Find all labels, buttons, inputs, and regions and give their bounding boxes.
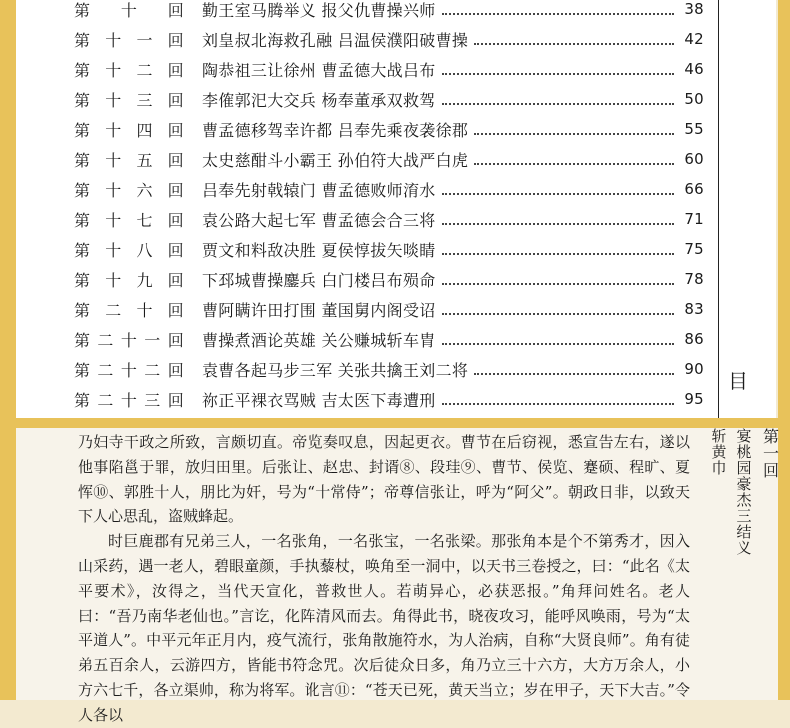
toc-page bbox=[16, 0, 776, 418]
chapter-number-char: 回 bbox=[167, 210, 184, 230]
toc-entry-chapter-number bbox=[74, 328, 184, 351]
toc-dot-leader bbox=[474, 371, 674, 375]
toc-entry-chapter-number bbox=[74, 28, 184, 51]
chapter-number-char: 第 bbox=[74, 210, 91, 230]
toc-entry[interactable] bbox=[74, 84, 704, 114]
toc-entry-page-number: 60 bbox=[684, 150, 704, 168]
toc-dot-leader bbox=[474, 131, 674, 135]
chapter-number-char: 十 bbox=[120, 390, 138, 410]
toc-entry[interactable] bbox=[74, 294, 704, 324]
side-chapter-title-b: 斩黄巾 bbox=[709, 428, 728, 476]
chapter-number-char: 第 bbox=[74, 150, 91, 170]
chapter-number-char: 二 bbox=[97, 390, 114, 410]
toc-entry[interactable] bbox=[74, 354, 704, 384]
toc-entry-chapter-number bbox=[74, 298, 184, 321]
chapter-number-char: 回 bbox=[167, 300, 184, 320]
toc-entry-title: 曹操煮酒论英雄 关公赚城斩车胄 bbox=[202, 330, 436, 350]
toc-entry-title: 下邳城曹操鏖兵 白门楼吕布殒命 bbox=[202, 270, 436, 290]
chapter-side-heading bbox=[709, 428, 780, 700]
toc-entry-page-number: 66 bbox=[684, 180, 704, 198]
chapter-number-char: 第 bbox=[74, 0, 91, 20]
chapter-number-char: 第 bbox=[74, 300, 91, 320]
chapter-number-char: 回 bbox=[167, 330, 184, 350]
toc-entry-page-number: 78 bbox=[684, 270, 704, 288]
toc-entry-chapter-number bbox=[74, 0, 184, 21]
chapter-text bbox=[78, 430, 690, 728]
toc-dot-leader bbox=[442, 311, 674, 315]
toc-dot-leader bbox=[442, 341, 674, 345]
chapter-number-char: 五 bbox=[136, 150, 153, 170]
toc-entry-title: 刘皇叔北海救孔融 吕温侯濮阳破曹操 bbox=[202, 30, 469, 50]
chapter-number-char: 十 bbox=[136, 300, 153, 320]
chapter-number-char: 三 bbox=[144, 390, 161, 410]
chapter-number-char: 回 bbox=[167, 60, 184, 80]
toc-entry-chapter-number bbox=[74, 208, 184, 231]
chapter-number-char: 二 bbox=[97, 330, 114, 350]
chapter-number-char: 回 bbox=[167, 180, 184, 200]
chapter-number-char: 十 bbox=[105, 60, 122, 80]
toc-dot-leader bbox=[474, 161, 674, 165]
toc-entry[interactable] bbox=[74, 174, 704, 204]
toc-entry-title: 袁曹各起马步三军 关张共擒王刘二将 bbox=[202, 360, 469, 380]
toc-entry-page-number: 42 bbox=[684, 30, 704, 48]
toc-entry-page-number: 71 bbox=[684, 210, 704, 228]
chapter-number-char: 一 bbox=[136, 30, 153, 50]
toc-entry-page-number: 83 bbox=[684, 300, 704, 318]
chapter-number-char: 十 bbox=[120, 0, 138, 20]
chapter-number-char: 十 bbox=[105, 240, 122, 260]
toc-dot-leader bbox=[474, 41, 674, 45]
toc-entry-title: 贾文和料敌决胜 夏侯惇拔矢啖睛 bbox=[202, 240, 436, 260]
toc-entry[interactable] bbox=[74, 264, 704, 294]
toc-entry-page-number: 86 bbox=[684, 330, 704, 348]
toc-entry-title: 袁公路大起七军 曹孟德会合三将 bbox=[202, 210, 436, 230]
toc-dot-leader bbox=[442, 71, 674, 75]
chapter-number-char: 回 bbox=[167, 30, 184, 50]
toc-entry-chapter-number bbox=[74, 238, 184, 261]
toc-entry-page-number: 90 bbox=[684, 360, 704, 378]
toc-entry-chapter-number bbox=[74, 88, 184, 111]
chapter-number-char: 十 bbox=[120, 360, 138, 380]
chapter-number-char: 第 bbox=[74, 270, 91, 290]
chapter-number-char: 八 bbox=[136, 240, 153, 260]
toc-entry-page-number: 75 bbox=[684, 240, 704, 258]
toc-entry-chapter-number bbox=[74, 58, 184, 81]
chapter-number-char: 第 bbox=[74, 390, 91, 410]
chapter-number-char: 第 bbox=[74, 120, 91, 140]
toc-entry-page-number: 50 bbox=[684, 90, 704, 108]
chapter-number-char: 十 bbox=[105, 180, 122, 200]
toc-entry[interactable] bbox=[74, 54, 704, 84]
chapter-number-char: 二 bbox=[97, 360, 114, 380]
chapter-number-char: 十 bbox=[105, 210, 122, 230]
toc-dot-leader bbox=[442, 221, 674, 225]
toc-entry[interactable] bbox=[74, 324, 704, 354]
chapter-number-char: 九 bbox=[136, 270, 153, 290]
toc-entry-title: 陶恭祖三让徐州 曹孟德大战吕布 bbox=[202, 60, 436, 80]
chapter-number-char: 回 bbox=[167, 150, 184, 170]
toc-entry-title: 勤王室马腾举义 报父仇曹操兴师 bbox=[202, 0, 436, 20]
toc-dot-leader bbox=[442, 191, 674, 195]
chapter-number-char: 回 bbox=[167, 390, 184, 410]
chapter-number-char: 一 bbox=[144, 330, 161, 350]
chapter-number-char: 第 bbox=[74, 240, 91, 260]
chapter-number-char: 十 bbox=[105, 120, 122, 140]
toc-entry-title: 太史慈酣斗小霸王 孙伯符大战严白虎 bbox=[202, 150, 469, 170]
chapter-number-char: 三 bbox=[136, 90, 153, 110]
toc-entry-chapter-number bbox=[74, 268, 184, 291]
toc-entry-title: 曹阿瞒许田打围 董国舅内阁受诏 bbox=[202, 300, 436, 320]
chapter-number-char: 第 bbox=[74, 90, 91, 110]
chapter-number-char: 第 bbox=[74, 60, 91, 80]
chapter-number-char: 二 bbox=[105, 300, 122, 320]
chapter-number-char: 第 bbox=[74, 330, 91, 350]
frame-left bbox=[0, 0, 16, 700]
chapter-number-char: 第 bbox=[74, 360, 91, 380]
chapter-number-char: 回 bbox=[167, 360, 184, 380]
toc-entry[interactable] bbox=[74, 24, 704, 54]
toc-entry-title: 李傕郭汜大交兵 杨奉董承双救驾 bbox=[202, 90, 436, 110]
toc-side-label: 目 bbox=[728, 369, 748, 393]
frame-separator bbox=[0, 418, 790, 428]
toc-dot-leader bbox=[442, 281, 674, 285]
toc-entry-page-number: 38 bbox=[684, 0, 704, 18]
chapter-number-char: 二 bbox=[144, 360, 161, 380]
toc-entry-title: 吕奉先射戟辕门 曹孟德败师淯水 bbox=[202, 180, 436, 200]
toc-entry[interactable] bbox=[74, 144, 704, 174]
chapter-number-char: 十 bbox=[105, 270, 122, 290]
toc-entry-page-number: 95 bbox=[684, 390, 704, 408]
chapter-paragraph: 乃妇寺干政之所致，言颇切直。帝览奏叹息，因起更衣。曹节在后窃视，悉宣告左右，遂以他事陷邕于罪，放归田里。后张让、赵忠、封谞⑧、段珪⑨、曹节、侯览、蹇硕、程旷、夏恽⑩、郭胜十人，朋比为奸，号为“十常侍”；帝尊信张让，呼为“阿父”。朝政日非，以致天下人心思乱，盗贼蜂起。 bbox=[78, 433, 690, 526]
chapter-page bbox=[16, 428, 780, 724]
side-chapter-number: 第一回 bbox=[760, 428, 780, 479]
toc-entry-title: 曹孟德移驾幸许都 吕奉先乘夜袭徐郡 bbox=[202, 120, 469, 140]
chapter-number-char: 六 bbox=[136, 180, 153, 200]
toc-entry-chapter-number bbox=[74, 388, 184, 411]
chapter-number-char: 回 bbox=[167, 270, 184, 290]
chapter-number-char: 十 bbox=[105, 30, 122, 50]
toc-entry-title: 祢正平裸衣骂贼 吉太医下毒遭刑 bbox=[202, 390, 436, 410]
toc-entry-page-number: 55 bbox=[684, 120, 704, 138]
toc-entry-chapter-number bbox=[74, 178, 184, 201]
toc-entry[interactable] bbox=[74, 114, 704, 144]
chapter-number-char: 回 bbox=[167, 120, 184, 140]
chapter-number-char: 十 bbox=[105, 90, 122, 110]
chapter-number-char: 二 bbox=[136, 60, 153, 80]
chapter-number-char: 十 bbox=[120, 330, 138, 350]
toc-entry-page-number: 46 bbox=[684, 60, 704, 78]
chapter-number-char: 第 bbox=[74, 30, 91, 50]
chapter-paragraph: 时巨鹿郡有兄弟三人，一名张角，一名张宝，一名张梁。那张角本是个不第秀才，因入山采药，遇一老人，碧眼童颜，手执藜杖，唤角至一洞中，以天书三卷授之，曰：“此名《太平要术》，汝得之，当代天宣化，普救世人。若萌异心，必获恶报。”角拜问姓名。老人曰：“吾乃南华老仙也。”言讫，化阵清风而去。角得此书，晓夜攻习，能呼风唤雨，号为“太平道人”。中平元年正月内，疫气流行，张角散施符水，为人治病，自称“大贤良师”。角有徒弟五百余人，云游四方，皆能书符念咒。次后徒众日多，角乃立三十六方，大方万余人，小方六七千，各立渠帅，称为将军。讹言⑪：“苍天已死，黄天当立；岁在甲子，天下大吉。”令人各以 bbox=[78, 532, 690, 724]
toc-dot-leader bbox=[442, 251, 674, 255]
chapter-number-char: 四 bbox=[136, 120, 153, 140]
toc-divider bbox=[718, 0, 719, 418]
chapter-number-char: 回 bbox=[167, 90, 184, 110]
chapter-number-char: 第 bbox=[74, 180, 91, 200]
side-chapter-title-a: 宴桃园豪杰三结义 bbox=[734, 428, 753, 556]
chapter-number-char: 回 bbox=[167, 0, 184, 20]
toc-dot-leader bbox=[442, 11, 674, 15]
chapter-number-char: 七 bbox=[136, 210, 153, 230]
toc-entry-chapter-number bbox=[74, 148, 184, 171]
toc-entry[interactable] bbox=[74, 204, 704, 234]
toc-entry-chapter-number bbox=[74, 358, 184, 381]
toc-entry[interactable] bbox=[74, 0, 704, 24]
toc-list bbox=[74, 0, 704, 414]
toc-entry[interactable] bbox=[74, 384, 704, 414]
toc-dot-leader bbox=[442, 401, 674, 405]
toc-entry[interactable] bbox=[74, 234, 704, 264]
chapter-number-char: 回 bbox=[167, 240, 184, 260]
toc-entry-chapter-number bbox=[74, 118, 184, 141]
toc-dot-leader bbox=[442, 101, 674, 105]
chapter-number-char: 十 bbox=[105, 150, 122, 170]
